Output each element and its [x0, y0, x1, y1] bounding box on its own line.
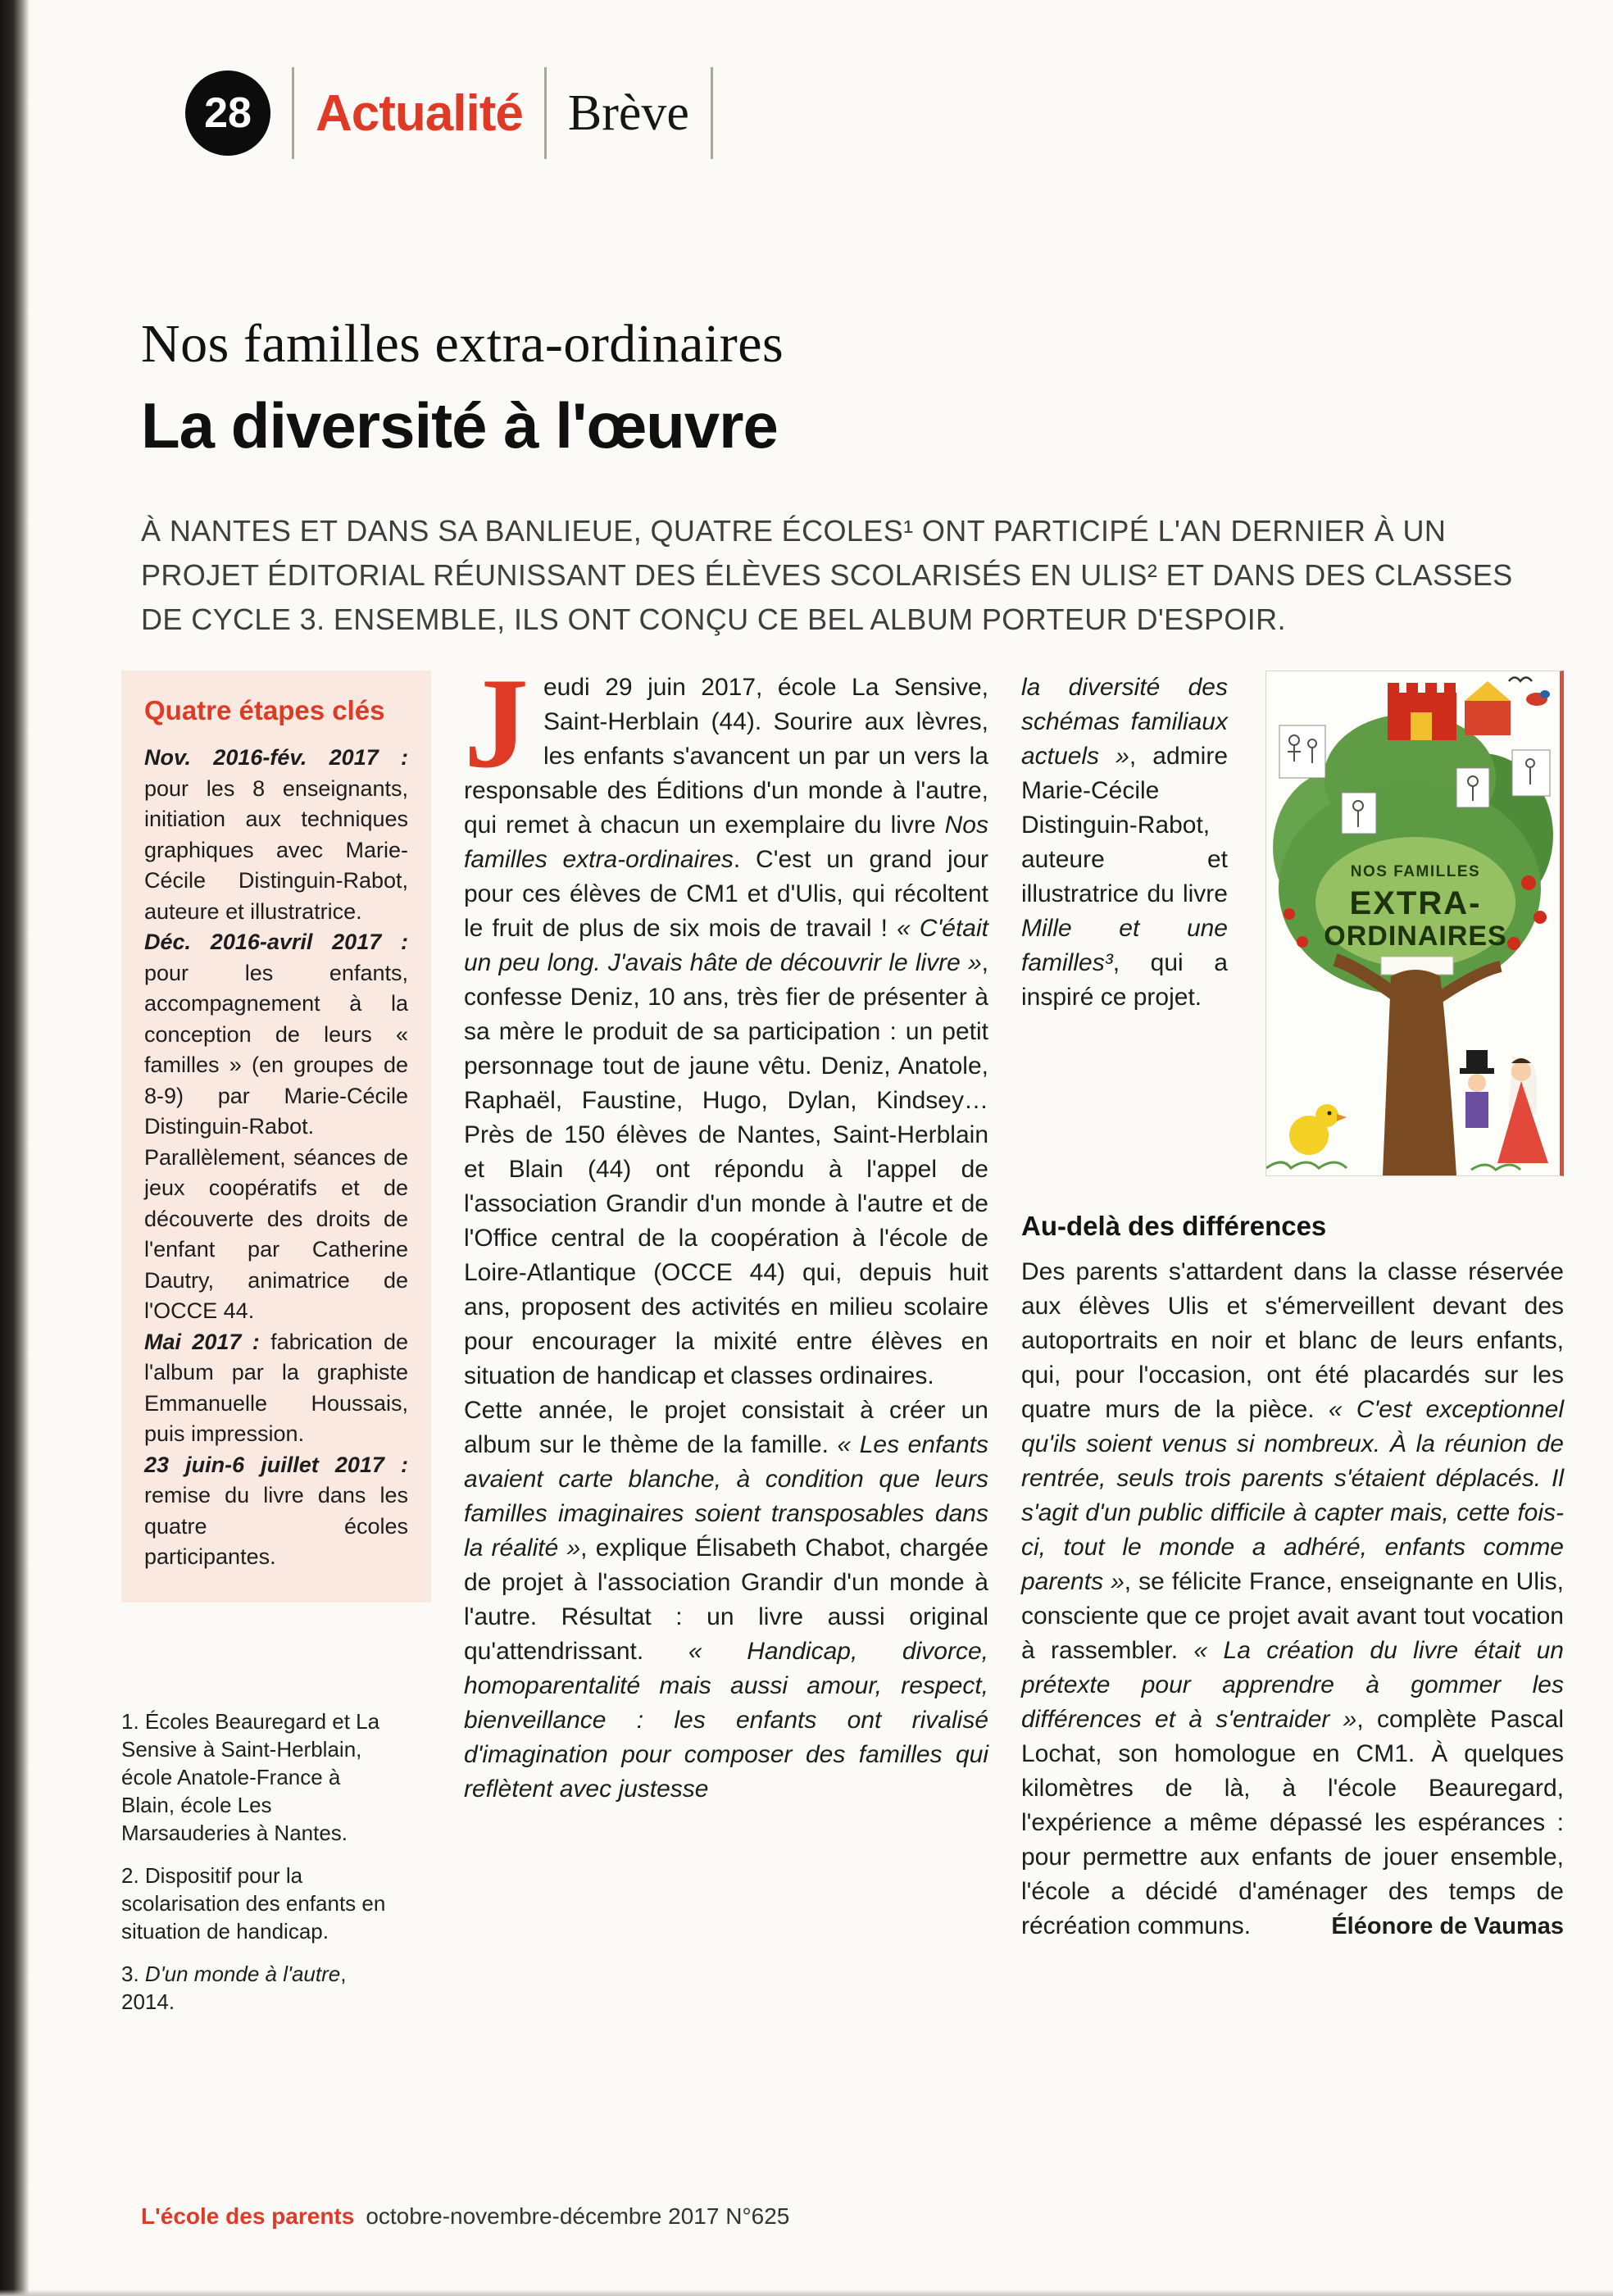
- scan-edge: [0, 0, 30, 2296]
- article-headline: La diversité à l'œuvre: [141, 389, 778, 461]
- page-header: [185, 66, 734, 161]
- key-steps-box: [121, 671, 431, 1603]
- book-cover: [1265, 671, 1564, 1176]
- author-byline: Éléonore de Vaumas: [1331, 1913, 1564, 1939]
- key-step-1-text: pour les 8 enseignants, initiation aux techniques graphiques avec Marie-Cécile Distinguin-Rabot, auteure et illustratrice.: [144, 775, 408, 924]
- key-step-3-date: Mai 2017 :: [144, 1329, 260, 1354]
- key-step-1: [144, 743, 408, 927]
- article-body: [121, 652, 1565, 2030]
- footnotes: [121, 1707, 397, 2016]
- key-step-4-date: 23 juin-6 juillet 2017 :: [144, 1452, 408, 1477]
- key-steps-title: Quatre étapes clés: [144, 695, 385, 725]
- key-step-1-date: Nov. 2016-fév. 2017 :: [144, 745, 408, 770]
- article-paragraph-3: [1021, 671, 1228, 1015]
- article-kicker: Nos familles extra-ordinaires: [141, 314, 784, 374]
- key-step-3: [144, 1327, 408, 1450]
- book-title-line3: ORDINAIRES: [1324, 921, 1507, 952]
- article-paragraph-4: [1021, 1255, 1564, 1944]
- paragraph-2-text: Cette année, le projet consistait à créer un album sur le thème de la famille. « Les enfants avaient carte blanche, à condition que leurs familles imaginaires soient transposables dans la réalité », explique Élisabeth Chabot, chargée de projet à l'association Grandir d'un monde à l'autre. Résultat : un livre aussi original qu'attendrissant. « Handicap, divorce, homoparentalité mais aussi amour, respect, bienveillance : les enfants ont rivalisé d'imagination pour composer des familles qui reflètent avec justesse: [464, 1397, 988, 1803]
- key-step-2-text: pour les enfants, accompagnement à la conception de leurs « familles » (en groupes de 8-9) par Marie-Cécile Distinguin-Rabot. Parallèlement, séances de jeux coopératifs et de découverte des droits de l'enfant par Catherine Dautry, animatrice de l'OCCE 44.: [144, 960, 408, 1323]
- paragraph-4-text: Des parents s'attardent dans la classe réservée aux élèves Ulis et s'émerveillent devant des autoportraits en noir et blanc de leurs enfants, qui, pour l'occasion, ont été placardés sur les quatre murs de la pièce. « C'est exceptionnel qu'ils soient venus si nombreux. À la réunion de rentrée, seuls trois parents s'étaient déplacés. Il s'agit d'un public difficile à capter mais, cette fois-ci, tout le monde a adhéré, enfants comme parents », se félicite France, enseignante en Ulis, consciente que ce projet avait avant tout vocation à rassembler. « La création du livre était un prétexte pour apprendre à gommer les différences et à s'entraider », complète Pascal Lochat, son homologue en CM1. À quelques kilomètres de là, à l'école Beauregard, l'expérience a même dépassé les espérances : pour permettre aux enfants de jouer ensemble, l'école a décidé d'aménager des temps de récréation communs.: [1021, 1258, 1565, 1939]
- paragraph-3-text: la diversité des schémas familiaux actuels », admire Marie-Cécile Distinguin-Rabot, auteure et illustratrice du livre Mille et une familles³, qui a inspiré ce projet.: [1021, 674, 1229, 1011]
- drop-cap: J: [464, 652, 529, 795]
- book-title-line2: EXTRA-: [1349, 885, 1482, 921]
- middle-column: [464, 652, 988, 2030]
- right-column: [1021, 671, 1564, 2030]
- header-divider: [711, 67, 713, 159]
- footnote-1: 1. Écoles Beauregard et La Sensive à Saint-Herblain, école Anatole-France à Blain, école Les Marsauderies à Nantes.: [121, 1708, 380, 1845]
- article-standfirst: À NANTES ET DANS SA BANLIEUE, QUATRE ÉCOLES¹ ONT PARTICIPÉ L'AN DERNIER À UN PROJET ÉDITORIAL RÉUNISSANT DES ÉLÈVES SCOLARISÉS EN ULIS² ET DANS DES CLASSES DE CYCLE 3. ENSEMBLE, ILS ONT CONÇU CE BEL ALBUM PORTEUR D'ESPOIR.: [141, 514, 1513, 636]
- paragraph-1-text: eudi 29 juin 2017, école La Sensive, Saint-Herblain (44). Sourire aux lèvres, les enfants s'avancent un par un vers la responsable des Éditions d'un monde à l'autre, qui remet à chacun un exemplaire du livre Nos familles extra-ordinaires. C'est un grand jour pour ces élèves de CM1 et d'Ulis, qui récoltent le fruit de plus de six mois de travail ! « C'était un peu long. J'avais hâte de découvrir le livre », confesse Deniz, 10 ans, très fier de présenter à sa mère le produit de sa participation : un petit personnage tout de jaune vêtu. Deniz, Anatole, Raphaël, Faustine, Hugo, Dylan, Kindsey… Près de 150 élèves de Nantes, Saint-Herblain et Blain (44) ont répondu à l'appel de l'association Grandir d'un monde à l'autre et de l'Office central de la coopération à l'école de Loire-Atlantique (OCCE 44) qui, depuis huit ans, proposent des activités en milieu scolaire pour encourager la mixité entre élèves en situation de handicap et classes ordinaires.: [464, 674, 988, 1389]
- subsection-label: Brève: [567, 84, 689, 141]
- book-cover-image: [1266, 671, 1560, 1175]
- page-number-badge: 28: [185, 70, 270, 156]
- header-divider: [544, 67, 547, 159]
- key-step-3-text: fabrication de l'album par la graphiste Emmanuelle Houssais, puis impression.: [144, 1329, 408, 1446]
- right-top-row: [1021, 671, 1564, 1176]
- footnote-2: 2. Dispositif pour la scolarisation des enfants en situation de handicap.: [121, 1862, 386, 1944]
- article-paragraph-1: [464, 652, 988, 1394]
- title-block: [141, 313, 1554, 671]
- section-label: Actualité: [316, 84, 523, 142]
- book-title-line1: NOS FAMILLES: [1350, 863, 1481, 880]
- scan-bottom-edge: [0, 2289, 1613, 2296]
- article-paragraph-2: [464, 1394, 988, 1807]
- key-step-4: [144, 1450, 408, 1573]
- section-subhead: Au-delà des différences: [1021, 1211, 1327, 1241]
- key-step-2-date: Déc. 2016-avril 2017 :: [144, 930, 408, 954]
- footnote-3: 3. D'un monde à l'autre, 2014.: [121, 1961, 347, 2014]
- left-column: [121, 671, 431, 2030]
- page-footer: [141, 2203, 789, 2230]
- issue-info: octobre-novembre-décembre 2017 N°625: [366, 2203, 790, 2229]
- key-step-2: [144, 927, 408, 1327]
- key-step-4-text: remise du livre dans les quatre écoles participantes.: [144, 1483, 408, 1569]
- header-divider: [292, 67, 294, 159]
- magazine-name: L'école des parents: [141, 2203, 355, 2229]
